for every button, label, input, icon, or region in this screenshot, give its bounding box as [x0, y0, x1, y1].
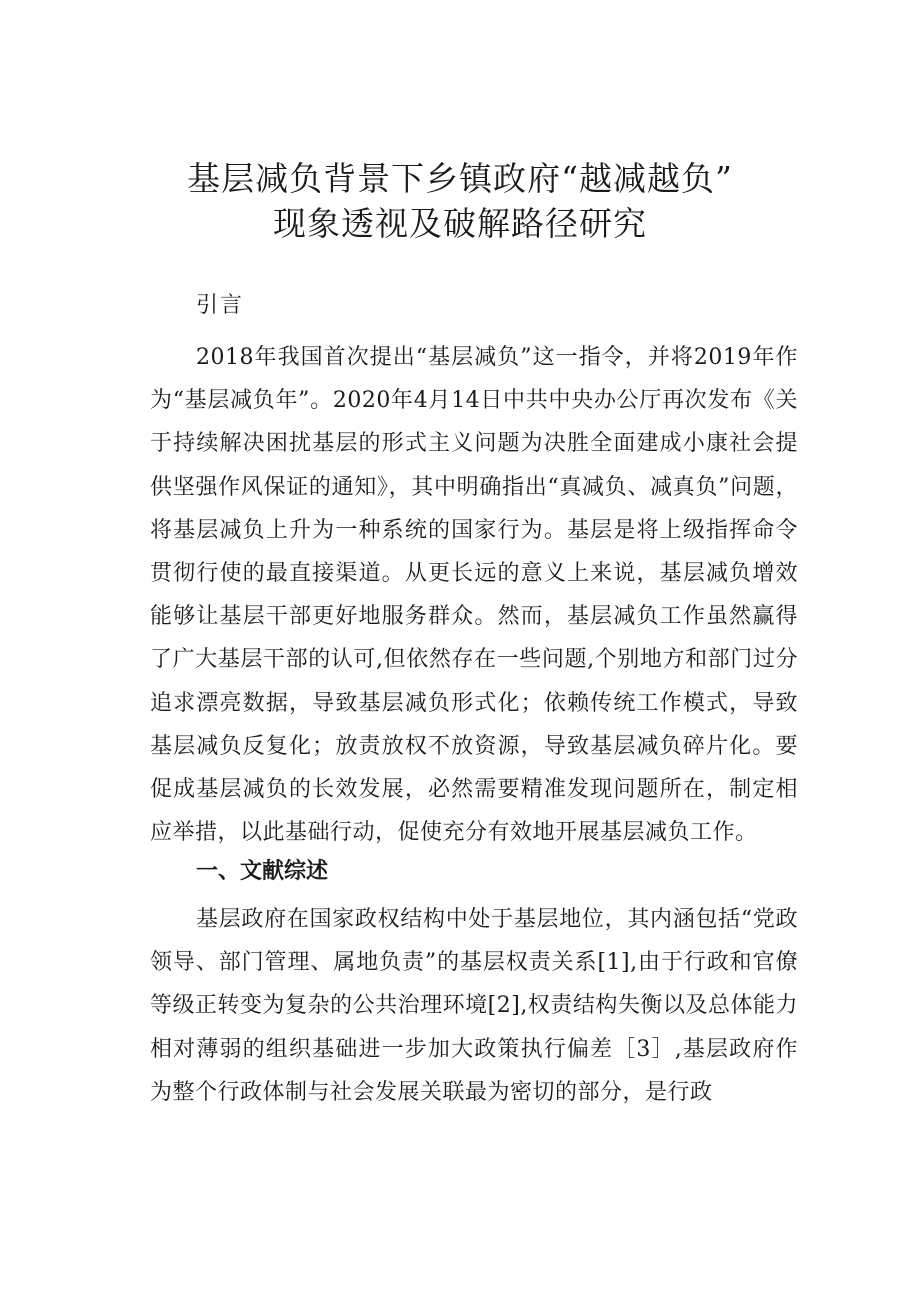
section-heading-literature-review: 一、文献综述: [196, 859, 329, 884]
intro-paragraph: 2018年我国首次提出“基层减负”这一指令，并将2019年作为“基层减负年”。2020年4月14日中共中央办公厅再次发布《关于持续解决困扰基层的形式主义问题为决胜全面建成小康社会提供坚强作风保证的通知》，其中明确指出“真减负、减真负”问题，将基层减负上升为一种系统的国家行为。基层是将上级指挥命令贯彻行使的最直接渠道。从更长远的意义上来说，基层减负增效能够让基层干部更好地服务群众。然而，基层减负工作虽然赢得了广大基层干部的认可,但依然存在一些问题,个别地方和部门过分追求漂亮数据，导致基层减负形式化；依赖传统工作模式，导致基层减负反复化；放责放权不放资源，导致基层减负碎片化。要促成基层减负的长效发展，必然需要精准发现问题所在，制定相应举措，以此基础行动，促使充分有效地开展基层减负工作。: [150, 345, 798, 846]
intro-heading: 引言: [196, 293, 245, 318]
document-title-line-2: 现象透视及破解路径研究: [273, 204, 647, 243]
literature-review-paragraph: 基层政府在国家政权结构中处于基层地位，其内涵包括“党政领导、部门管理、属地负责”的基层权责关系[1],由于行政和官僚等级正转变为复杂的公共治理环境[2],权责结构失衡以及总体能力相对薄弱的组织基础进一步加大政策执行偏差［3］,基层政府作为整个行政体制与社会发展关联最为密切的部分，是行政: [150, 907, 798, 1105]
document-title-line-1: 基层减负背景下乡镇政府“越减越负”: [187, 159, 733, 198]
